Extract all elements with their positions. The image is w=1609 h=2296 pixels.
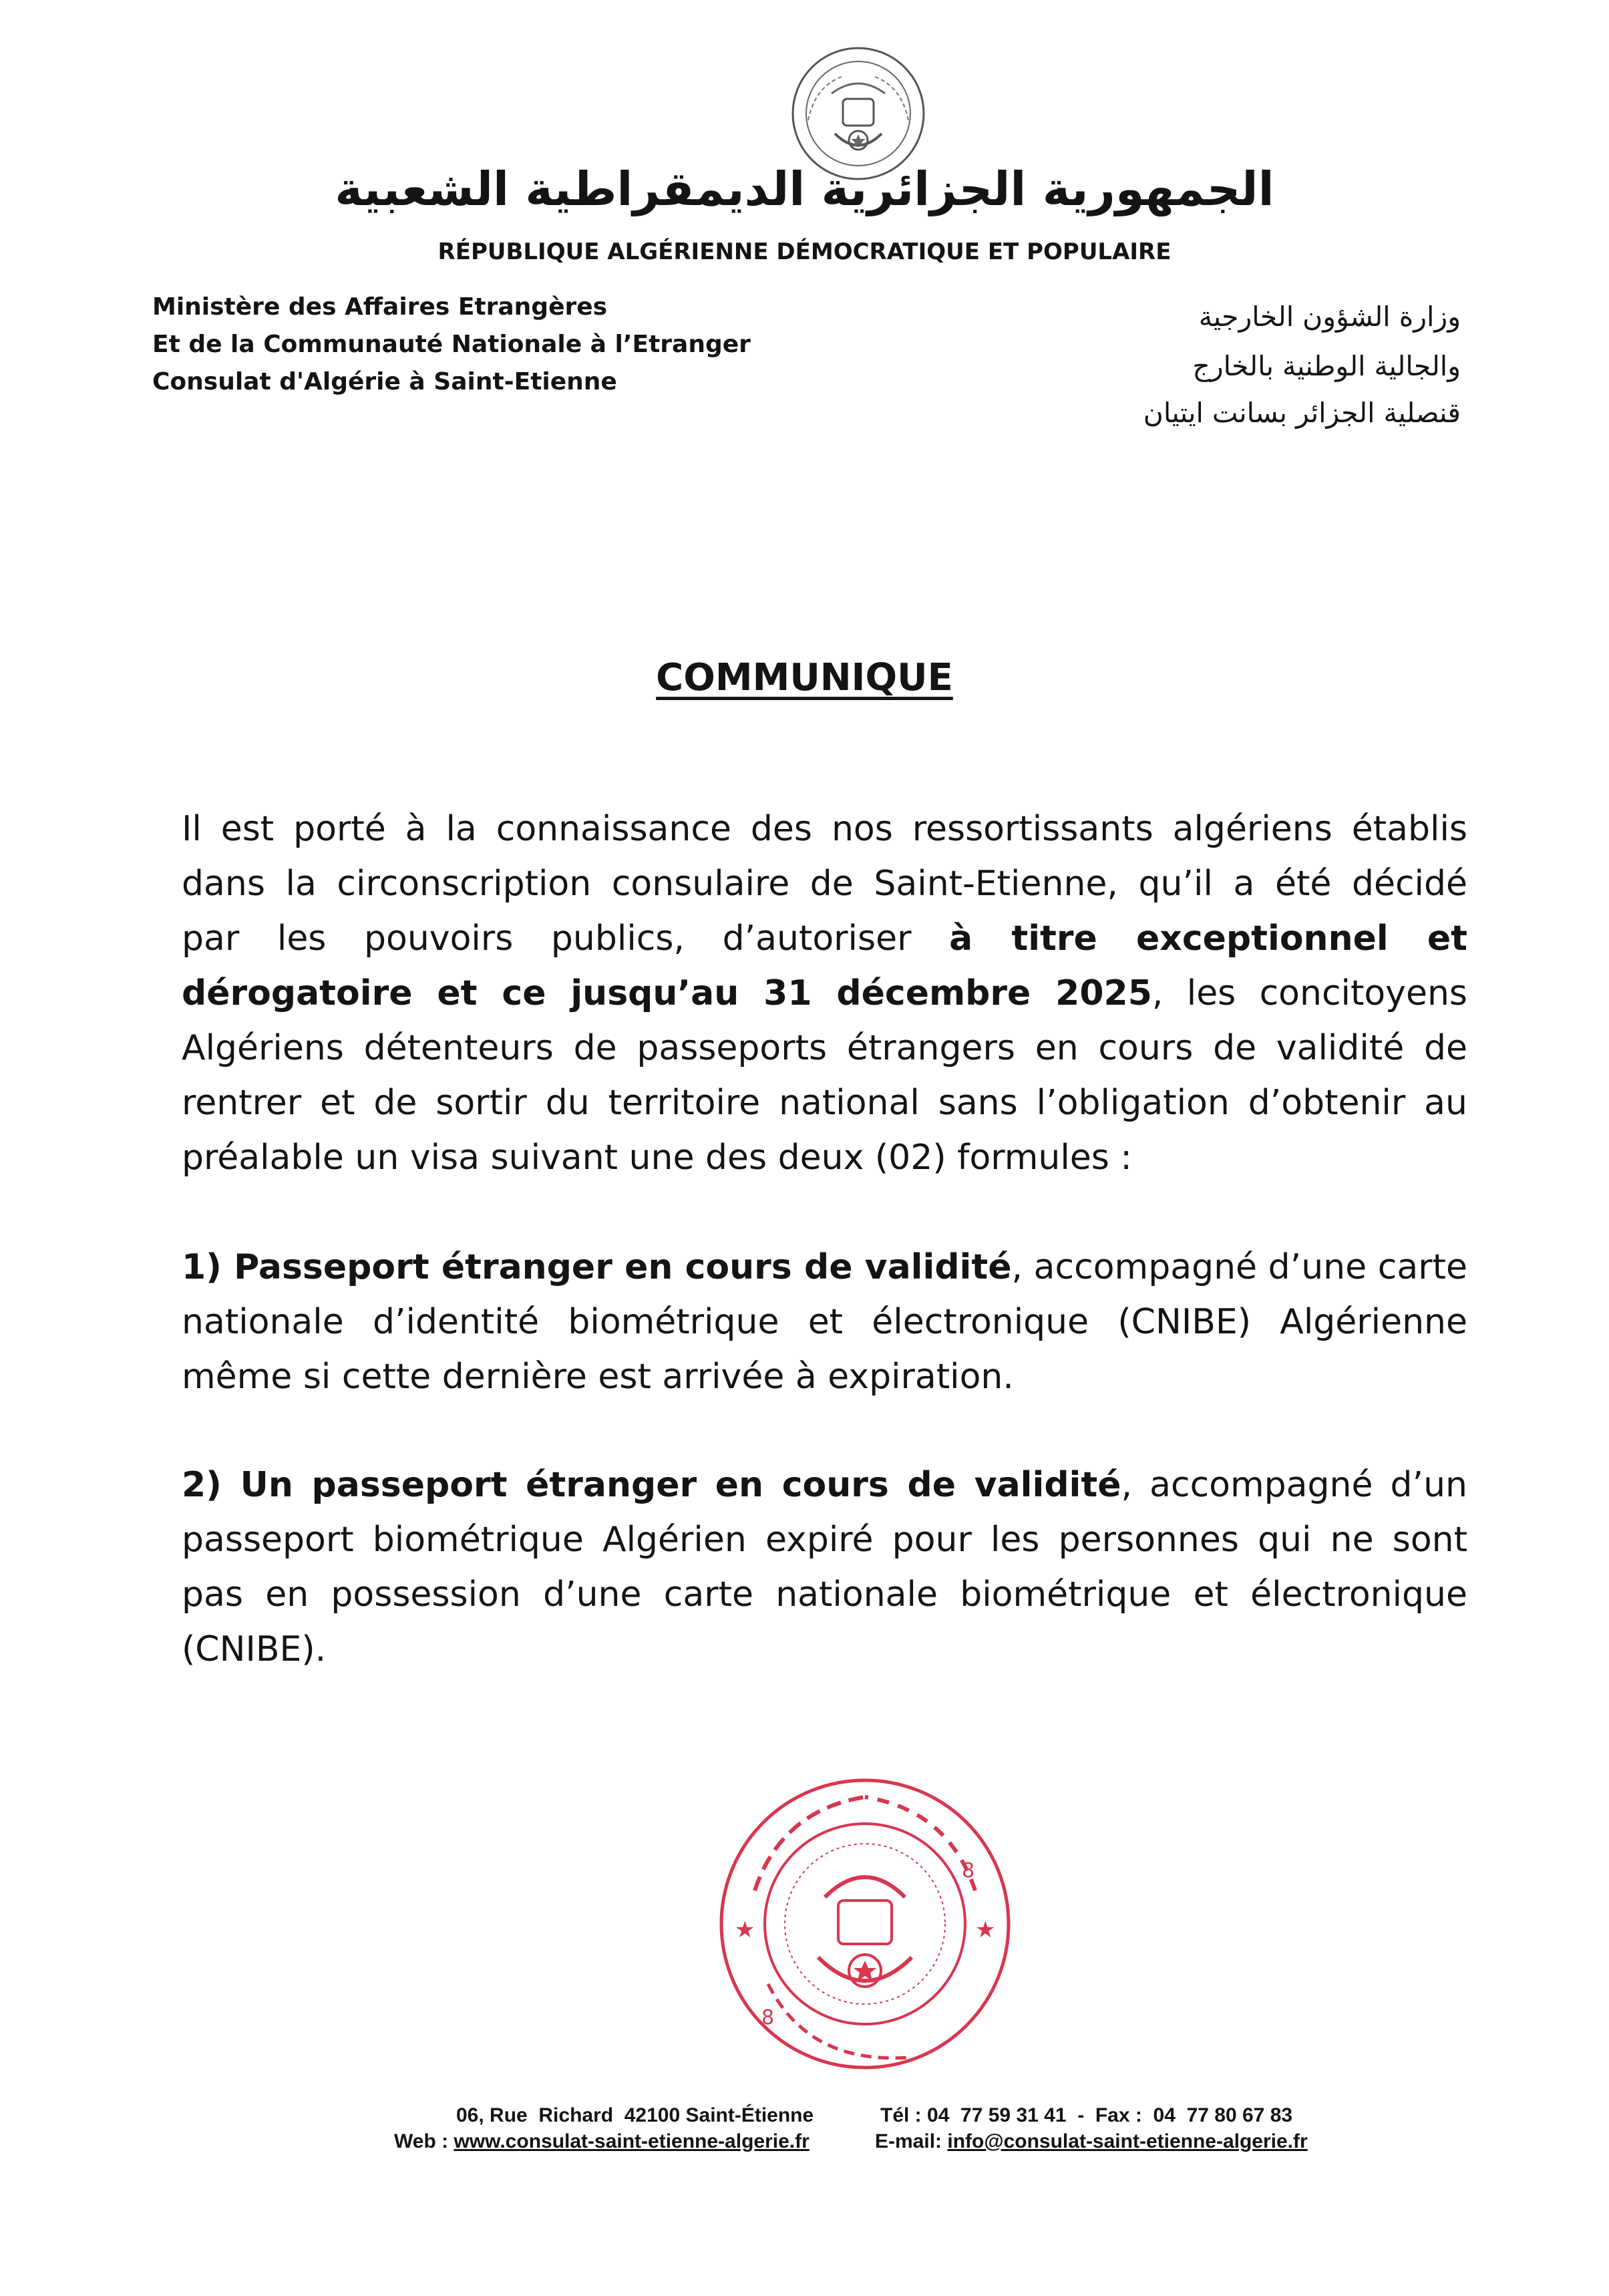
text-line: Algériens détenteurs de passeports étrangers en cours de validité de — [182, 1028, 1467, 1068]
bold-phrase: 2) Un passeport étranger en cours de validité — [182, 1465, 1121, 1505]
ministry-line-1-arabic: وزارة الشؤون الخارجية — [1198, 301, 1461, 333]
republic-title-arabic: الجمهورية الجزائرية الديمقراطية الشعبية — [335, 162, 1274, 216]
bold-phrase: à titre exceptionnel et — [949, 919, 1467, 959]
text-line: 2) Un passeport étranger en cours de validité, accompagné d’un — [182, 1465, 1467, 1505]
text-line: par les pouvoirs publics, d’autoriser à titre exceptionnel et — [182, 919, 1467, 959]
footer-address: 06, Rue Richard 42100 Saint-Étienne — [456, 2104, 814, 2126]
text-line: dérogatoire et ce jusqu’au 31 décembre 2025, les concitoyens — [182, 973, 1467, 1013]
document-heading: COMMUNIQUE — [656, 656, 953, 699]
text-line: pas en possession d’une carte nationale biométrique et électronique — [182, 1575, 1467, 1615]
text-line: 1) Passeport étranger en cours de validité, accompagné d’une carte — [182, 1247, 1467, 1287]
ministry-line-2-arabic: والجالية الوطنية بالخارج — [1192, 350, 1461, 382]
footer-phone-fax: Tél : 04 77 59 31 41 - Fax : 04 77 80 67 83 — [880, 2104, 1293, 2126]
text-line: même si cette dernière est arrivée à expiration. — [182, 1357, 1014, 1397]
email-link[interactable]: info@consulat-saint-etienne-algerie.fr — [947, 2130, 1308, 2152]
paragraph-intro — [182, 802, 1467, 1185]
svg-text:★: ★ — [975, 1917, 996, 1943]
footer-email: E-mail: info@consulat-saint-etienne-algerie.fr — [875, 2130, 1308, 2152]
bold-phrase: dérogatoire et ce jusqu’au 31 décembre 2025 — [182, 973, 1152, 1013]
svg-text:8: 8 — [962, 1859, 975, 1882]
text-line: nationale d’identité biométrique et électronique (CNIBE) Algérienne — [182, 1302, 1467, 1342]
footer-web: Web : www.consulat-saint-etienne-algerie.fr — [394, 2130, 810, 2152]
bold-phrase: 1) Passeport étranger en cours de validité — [182, 1247, 1012, 1287]
paragraph-formula-2 — [182, 1458, 1467, 1677]
paragraph-formula-1 — [182, 1240, 1467, 1404]
text-line: passeport biométrique Algérien expiré pour les personnes qui ne sont — [182, 1520, 1467, 1560]
text-line: rentrer et de sortir du territoire national sans l’obligation d’obtenir au — [182, 1083, 1467, 1123]
text-line: (CNIBE). — [182, 1629, 327, 1669]
svg-text:8: 8 — [761, 2006, 775, 2029]
text-line: Il est porté à la connaissance des nos ressortissants algériens établis — [182, 809, 1467, 849]
consulate-line: Consulat d'Algérie à Saint-Etienne — [152, 368, 617, 395]
consulate-line-arabic: قنصلية الجزائر بسانت ايتيان — [1143, 397, 1461, 429]
website-link[interactable]: www.consulat-saint-etienne-algerie.fr — [454, 2130, 810, 2152]
consulate-stamp-icon — [708, 1757, 1022, 2091]
text-line: dans la circonscription consulaire de Saint-Etienne, qu’il a été décidé — [182, 864, 1467, 904]
text-line: préalable un visa suivant une des deux (02) formules : — [182, 1138, 1132, 1178]
ministry-line-2: Et de la Communauté Nationale à l’Etranger — [152, 331, 751, 358]
svg-text:★: ★ — [735, 1917, 755, 1943]
republic-title-french: RÉPUBLIQUE ALGÉRIENNE DÉMOCRATIQUE ET POPULAIRE — [437, 238, 1172, 265]
ministry-line-1: Ministère des Affaires Etrangères — [152, 293, 608, 321]
